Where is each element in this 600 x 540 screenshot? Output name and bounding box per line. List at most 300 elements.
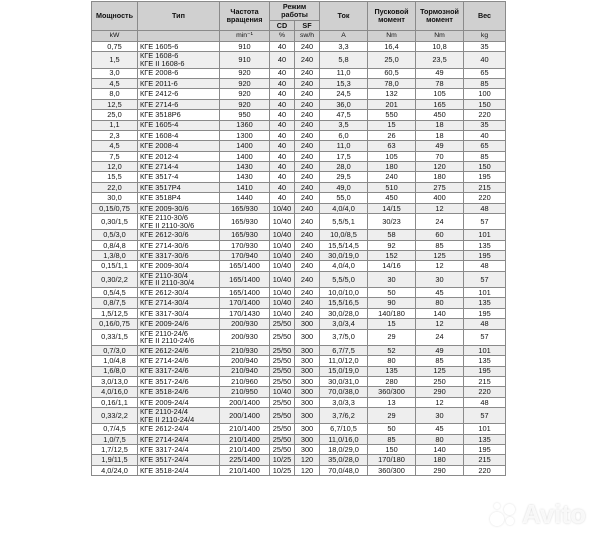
cell-power: 1,1 <box>92 120 138 130</box>
cell-power: 0,30/1,5 <box>92 214 138 230</box>
cell-start-torque: 14/15 <box>368 203 416 213</box>
cell-cd: 10/40 <box>270 298 295 308</box>
cell-sf: 300 <box>295 329 320 345</box>
cell-current: 15,5/16,5 <box>320 298 368 308</box>
cell-weight: 150 <box>464 162 506 172</box>
cell-current: 3,3 <box>320 42 368 52</box>
cell-start-torque: 180 <box>368 162 416 172</box>
cell-start-torque: 85 <box>368 434 416 444</box>
cell-cd: 10/40 <box>270 287 295 297</box>
cell-current: 3,0/3,4 <box>320 319 368 329</box>
cell-cd: 10/25 <box>270 465 295 475</box>
cell-brake-torque: 140 <box>416 445 464 455</box>
cell-cd: 40 <box>270 193 295 203</box>
cell-start-torque: 201 <box>368 99 416 109</box>
cell-weight: 48 <box>464 261 506 271</box>
cell-start-torque: 58 <box>368 230 416 240</box>
cell-brake-torque: 105 <box>416 89 464 99</box>
cell-start-torque: 135 <box>368 366 416 376</box>
cell-sf: 240 <box>295 203 320 213</box>
cell-speed: 920 <box>220 78 270 88</box>
cell-current: 11,0/16,0 <box>320 434 368 444</box>
cell-speed: 170/940 <box>220 251 270 261</box>
cell-start-torque: 280 <box>368 376 416 386</box>
cell-type: КГЕ 3518-24/6 <box>138 387 220 397</box>
cell-speed: 210/930 <box>220 345 270 355</box>
cell-current: 15,5/14,5 <box>320 240 368 250</box>
cell-current: 4,0/4,0 <box>320 261 368 271</box>
cell-start-torque: 80 <box>368 356 416 366</box>
table-row <box>92 298 506 308</box>
cell-brake-torque: 165 <box>416 99 464 109</box>
cell-start-torque: 450 <box>368 193 416 203</box>
unit-type <box>138 31 220 42</box>
table-row <box>92 308 506 318</box>
cell-type: КГЕ 3517Р4 <box>138 182 220 192</box>
cell-brake-torque: 85 <box>416 356 464 366</box>
cell-power: 4,5 <box>92 78 138 88</box>
cell-current: 47,5 <box>320 110 368 120</box>
cell-power: 1,6/8,0 <box>92 366 138 376</box>
table-row <box>92 130 506 140</box>
unit-power: kW <box>92 31 138 42</box>
cell-current: 3,0/3,3 <box>320 397 368 407</box>
cell-weight: 57 <box>464 329 506 345</box>
avito-watermark <box>488 499 586 530</box>
cell-type: КГЕ 1605-4 <box>138 120 220 130</box>
table-row <box>92 261 506 271</box>
cell-current: 5,5/5,1 <box>320 214 368 230</box>
cell-speed: 920 <box>220 89 270 99</box>
cell-current: 10,0/10,0 <box>320 287 368 297</box>
cell-speed: 170/1430 <box>220 308 270 318</box>
cell-sf: 240 <box>295 271 320 287</box>
cell-type: КГЕ 1608-4 <box>138 130 220 140</box>
cell-brake-torque: 78 <box>416 78 464 88</box>
cell-type: КГЕ 2714-4 <box>138 162 220 172</box>
cell-type: КГЕ 2714-24/4 <box>138 434 220 444</box>
cell-sf: 240 <box>295 214 320 230</box>
cell-cd: 10/40 <box>270 214 295 230</box>
cell-brake-torque: 24 <box>416 214 464 230</box>
cell-start-torque: 550 <box>368 110 416 120</box>
table-row <box>92 387 506 397</box>
header-mode: Режим работы <box>270 2 320 21</box>
cell-type: КГЕ 2009-30/6 <box>138 203 220 213</box>
cell-brake-torque: 80 <box>416 434 464 444</box>
table-row <box>92 193 506 203</box>
cell-weight: 57 <box>464 214 506 230</box>
cell-cd: 40 <box>270 52 295 68</box>
unit-current: A <box>320 31 368 42</box>
cell-weight: 135 <box>464 434 506 444</box>
cell-weight: 135 <box>464 298 506 308</box>
cell-brake-torque: 18 <box>416 120 464 130</box>
cell-power: 12,0 <box>92 162 138 172</box>
cell-speed: 1360 <box>220 120 270 130</box>
table-row <box>92 424 506 434</box>
cell-current: 3,7/6,2 <box>320 408 368 424</box>
cell-weight: 195 <box>464 308 506 318</box>
avito-logo-icon <box>488 500 518 530</box>
cell-current: 5,5/5,0 <box>320 271 368 287</box>
cell-weight: 195 <box>464 251 506 261</box>
cell-current: 18,0/29,0 <box>320 445 368 455</box>
cell-cd: 40 <box>270 172 295 182</box>
cell-current: 28,0 <box>320 162 368 172</box>
cell-sf: 120 <box>295 465 320 475</box>
cell-current: 36,0 <box>320 99 368 109</box>
table-row <box>92 455 506 465</box>
cell-power: 30,0 <box>92 193 138 203</box>
cell-weight: 195 <box>464 445 506 455</box>
cell-cd: 40 <box>270 78 295 88</box>
cell-cd: 40 <box>270 42 295 52</box>
cell-weight: 215 <box>464 376 506 386</box>
cell-brake-torque: 400 <box>416 193 464 203</box>
cell-speed: 1430 <box>220 172 270 182</box>
cell-current: 70,0/48,0 <box>320 465 368 475</box>
cell-cd: 40 <box>270 110 295 120</box>
cell-start-torque: 60,5 <box>368 68 416 78</box>
cell-type: КГЕ 3517-4 <box>138 172 220 182</box>
cell-sf: 300 <box>295 434 320 444</box>
table-row <box>92 110 506 120</box>
table-row <box>92 356 506 366</box>
cell-brake-torque: 23,5 <box>416 52 464 68</box>
cell-speed: 1300 <box>220 130 270 140</box>
cell-power: 0,33/2,2 <box>92 408 138 424</box>
cell-power: 22,0 <box>92 182 138 192</box>
cell-type: КГЕ 2714-6 <box>138 99 220 109</box>
cell-brake-torque: 180 <box>416 172 464 182</box>
cell-power: 0,7/3,0 <box>92 345 138 355</box>
cell-type: КГЕ 2011-6 <box>138 78 220 88</box>
cell-brake-torque: 125 <box>416 366 464 376</box>
cell-current: 3,7/5,0 <box>320 329 368 345</box>
cell-type: КГЕ 2714-30/4 <box>138 298 220 308</box>
cell-cd: 25/50 <box>270 434 295 444</box>
cell-cd: 25/50 <box>270 408 295 424</box>
table-row <box>92 271 506 287</box>
cell-speed: 170/930 <box>220 240 270 250</box>
cell-cd: 40 <box>270 162 295 172</box>
cell-current: 15,0/19,0 <box>320 366 368 376</box>
cell-current: 4,0/4,0 <box>320 203 368 213</box>
cell-sf: 240 <box>295 193 320 203</box>
avito-watermark-text: Avito <box>521 499 586 529</box>
cell-speed: 210/1400 <box>220 434 270 444</box>
table-row <box>92 366 506 376</box>
header-weight: Вес <box>464 2 506 31</box>
table-row <box>92 99 506 109</box>
cell-cd: 40 <box>270 120 295 130</box>
header-current: Ток <box>320 2 368 31</box>
cell-brake-torque: 10,8 <box>416 42 464 52</box>
cell-type: КГЕ 2009-30/4 <box>138 261 220 271</box>
cell-brake-torque: 85 <box>416 240 464 250</box>
cell-cd: 25/50 <box>270 345 295 355</box>
cell-start-torque: 152 <box>368 251 416 261</box>
cell-speed: 200/940 <box>220 356 270 366</box>
cell-weight: 40 <box>464 130 506 140</box>
cell-weight: 35 <box>464 42 506 52</box>
cell-power: 7,5 <box>92 151 138 161</box>
cell-current: 49,0 <box>320 182 368 192</box>
cell-weight: 135 <box>464 240 506 250</box>
cell-speed: 920 <box>220 99 270 109</box>
cell-type: КГЕ 2110-24/6 КГЕ II 2110-24/6 <box>138 329 220 345</box>
table-row <box>92 240 506 250</box>
cell-speed: 165/1400 <box>220 261 270 271</box>
cell-speed: 1410 <box>220 182 270 192</box>
cell-weight: 40 <box>464 52 506 68</box>
cell-speed: 1400 <box>220 141 270 151</box>
cell-weight: 65 <box>464 68 506 78</box>
cell-type: КГЕ 3517-24/4 <box>138 455 220 465</box>
cell-power: 1,0/4,8 <box>92 356 138 366</box>
cell-type: КГЕ 2009-24/6 <box>138 319 220 329</box>
cell-speed: 210/1400 <box>220 424 270 434</box>
cell-brake-torque: 290 <box>416 387 464 397</box>
unit-cd: % <box>270 31 295 42</box>
cell-speed: 200/930 <box>220 329 270 345</box>
cell-power: 1,3/8,0 <box>92 251 138 261</box>
cell-cd: 40 <box>270 89 295 99</box>
cell-cd: 10/40 <box>270 240 295 250</box>
cell-start-torque: 52 <box>368 345 416 355</box>
table-row <box>92 329 506 345</box>
cell-brake-torque: 125 <box>416 251 464 261</box>
cell-power: 1,7/12,5 <box>92 445 138 455</box>
unit-brake-torque: Nm <box>416 31 464 42</box>
cell-cd: 10/40 <box>270 271 295 287</box>
cell-sf: 240 <box>295 120 320 130</box>
cell-brake-torque: 18 <box>416 130 464 140</box>
cell-brake-torque: 60 <box>416 230 464 240</box>
cell-sf: 240 <box>295 182 320 192</box>
cell-brake-torque: 12 <box>416 397 464 407</box>
cell-brake-torque: 49 <box>416 68 464 78</box>
table-row <box>92 42 506 52</box>
cell-sf: 240 <box>295 162 320 172</box>
cell-sf: 300 <box>295 397 320 407</box>
cell-current: 11,0 <box>320 68 368 78</box>
header-speed: Частота вращения <box>220 2 270 31</box>
cell-speed: 1400 <box>220 151 270 161</box>
cell-power: 0,8/7,5 <box>92 298 138 308</box>
cell-start-torque: 30/23 <box>368 214 416 230</box>
cell-start-torque: 360/300 <box>368 387 416 397</box>
cell-sf: 300 <box>295 424 320 434</box>
cell-sf: 240 <box>295 230 320 240</box>
cell-sf: 240 <box>295 68 320 78</box>
cell-sf: 240 <box>295 298 320 308</box>
cell-speed: 210/1400 <box>220 445 270 455</box>
cell-power: 8,0 <box>92 89 138 99</box>
cell-current: 3,5 <box>320 120 368 130</box>
cell-cd: 25/50 <box>270 356 295 366</box>
cell-weight: 195 <box>464 366 506 376</box>
cell-current: 30,0/19,0 <box>320 251 368 261</box>
cell-power: 0,7/4,5 <box>92 424 138 434</box>
cell-start-torque: 78,0 <box>368 78 416 88</box>
cell-brake-torque: 30 <box>416 271 464 287</box>
cell-current: 29,5 <box>320 172 368 182</box>
cell-power: 1,0/7,5 <box>92 434 138 444</box>
unit-sf: sw/h <box>295 31 320 42</box>
cell-weight: 57 <box>464 271 506 287</box>
cell-current: 15,3 <box>320 78 368 88</box>
cell-current: 70,0/38,0 <box>320 387 368 397</box>
cell-start-torque: 16,4 <box>368 42 416 52</box>
table-row <box>92 78 506 88</box>
cell-speed: 200/1400 <box>220 397 270 407</box>
cell-power: 0,75 <box>92 42 138 52</box>
cell-current: 24,5 <box>320 89 368 99</box>
cell-power: 12,5 <box>92 99 138 109</box>
cell-start-torque: 25,0 <box>368 52 416 68</box>
cell-brake-torque: 12 <box>416 261 464 271</box>
cell-cd: 10/40 <box>270 251 295 261</box>
cell-type: КГЕ 2412-6 <box>138 89 220 99</box>
cell-weight: 220 <box>464 465 506 475</box>
cell-speed: 1430 <box>220 162 270 172</box>
cell-weight: 48 <box>464 397 506 407</box>
table-row <box>92 230 506 240</box>
table-row <box>92 287 506 297</box>
cell-current: 35,0/28,0 <box>320 455 368 465</box>
cell-start-torque: 240 <box>368 172 416 182</box>
cell-brake-torque: 30 <box>416 408 464 424</box>
cell-cd: 10/25 <box>270 455 295 465</box>
cell-weight: 65 <box>464 141 506 151</box>
cell-weight: 35 <box>464 120 506 130</box>
cell-current: 17,5 <box>320 151 368 161</box>
header-power: Мощность <box>92 2 138 31</box>
cell-brake-torque: 70 <box>416 151 464 161</box>
cell-speed: 165/930 <box>220 214 270 230</box>
cell-type: КГЕ 3317-24/6 <box>138 366 220 376</box>
cell-start-torque: 30 <box>368 271 416 287</box>
cell-brake-torque: 120 <box>416 162 464 172</box>
cell-power: 3,0 <box>92 68 138 78</box>
table-row <box>92 434 506 444</box>
cell-power: 4,0/24,0 <box>92 465 138 475</box>
unit-start-torque: Nm <box>368 31 416 42</box>
table-row <box>92 203 506 213</box>
cell-cd: 10/40 <box>270 203 295 213</box>
units-row <box>92 31 506 42</box>
cell-current: 10,0/8,5 <box>320 230 368 240</box>
cell-brake-torque: 450 <box>416 110 464 120</box>
cell-weight: 220 <box>464 193 506 203</box>
cell-type: КГЕ 3518-24/4 <box>138 465 220 475</box>
unit-weight: kg <box>464 31 506 42</box>
cell-power: 0,5/3,0 <box>92 230 138 240</box>
cell-start-torque: 63 <box>368 141 416 151</box>
cell-speed: 210/940 <box>220 366 270 376</box>
cell-type: КГЕ 2110-30/4 КГЕ II 2110-30/4 <box>138 271 220 287</box>
cell-power: 1,5/12,5 <box>92 308 138 318</box>
cell-type: КГЕ 2612-24/6 <box>138 345 220 355</box>
table-row <box>92 172 506 182</box>
cell-speed: 170/1400 <box>220 298 270 308</box>
cell-sf: 240 <box>295 130 320 140</box>
cell-weight: 57 <box>464 408 506 424</box>
cell-speed: 165/1400 <box>220 287 270 297</box>
table-row <box>92 345 506 355</box>
cell-type: КГЕ 2110-30/6 КГЕ II 2110-30/6 <box>138 214 220 230</box>
cell-type: КГЕ 3517-24/6 <box>138 376 220 386</box>
cell-power: 0,5/4,5 <box>92 287 138 297</box>
cell-sf: 300 <box>295 376 320 386</box>
cell-power: 0,33/1,5 <box>92 329 138 345</box>
cell-current: 30,0/31,0 <box>320 376 368 386</box>
cell-sf: 300 <box>295 345 320 355</box>
cell-sf: 240 <box>295 261 320 271</box>
cell-start-torque: 510 <box>368 182 416 192</box>
cell-brake-torque: 140 <box>416 308 464 318</box>
table-row <box>92 319 506 329</box>
cell-brake-torque: 250 <box>416 376 464 386</box>
cell-sf: 240 <box>295 42 320 52</box>
cell-start-torque: 140/180 <box>368 308 416 318</box>
cell-cd: 10/40 <box>270 308 295 318</box>
cell-current: 6,7/7,5 <box>320 345 368 355</box>
cell-cd: 40 <box>270 141 295 151</box>
table-row <box>92 120 506 130</box>
cell-speed: 210/960 <box>220 376 270 386</box>
cell-brake-torque: 45 <box>416 287 464 297</box>
table-body <box>92 42 506 476</box>
table-row <box>92 182 506 192</box>
cell-power: 15,5 <box>92 172 138 182</box>
cell-weight: 48 <box>464 319 506 329</box>
table-row <box>92 151 506 161</box>
table-row <box>92 465 506 475</box>
cell-weight: 101 <box>464 345 506 355</box>
cell-speed: 200/1400 <box>220 408 270 424</box>
cell-sf: 240 <box>295 308 320 318</box>
cell-start-torque: 170/180 <box>368 455 416 465</box>
cell-sf: 240 <box>295 287 320 297</box>
cell-cd: 10/40 <box>270 261 295 271</box>
cell-current: 6,0 <box>320 130 368 140</box>
table-row <box>92 52 506 68</box>
cell-speed: 165/930 <box>220 230 270 240</box>
cell-cd: 25/50 <box>270 366 295 376</box>
header-brake-torque: Тормозной момент <box>416 2 464 31</box>
cell-weight: 48 <box>464 203 506 213</box>
cell-start-torque: 150 <box>368 445 416 455</box>
cell-cd: 40 <box>270 99 295 109</box>
cell-start-torque: 15 <box>368 319 416 329</box>
cell-power: 0,15/0,75 <box>92 203 138 213</box>
cell-start-torque: 29 <box>368 408 416 424</box>
unit-speed: min⁻¹ <box>220 31 270 42</box>
cell-cd: 25/50 <box>270 445 295 455</box>
header-start-torque: Пусковой момент <box>368 2 416 31</box>
cell-brake-torque: 45 <box>416 424 464 434</box>
cell-cd: 40 <box>270 68 295 78</box>
table-row <box>92 376 506 386</box>
cell-type: КГЕ 2612-24/4 <box>138 424 220 434</box>
cell-type: КГЕ 1608-6 КГЕ II 1608-6 <box>138 52 220 68</box>
cell-sf: 240 <box>295 151 320 161</box>
table-row <box>92 408 506 424</box>
cell-speed: 165/1400 <box>220 271 270 287</box>
